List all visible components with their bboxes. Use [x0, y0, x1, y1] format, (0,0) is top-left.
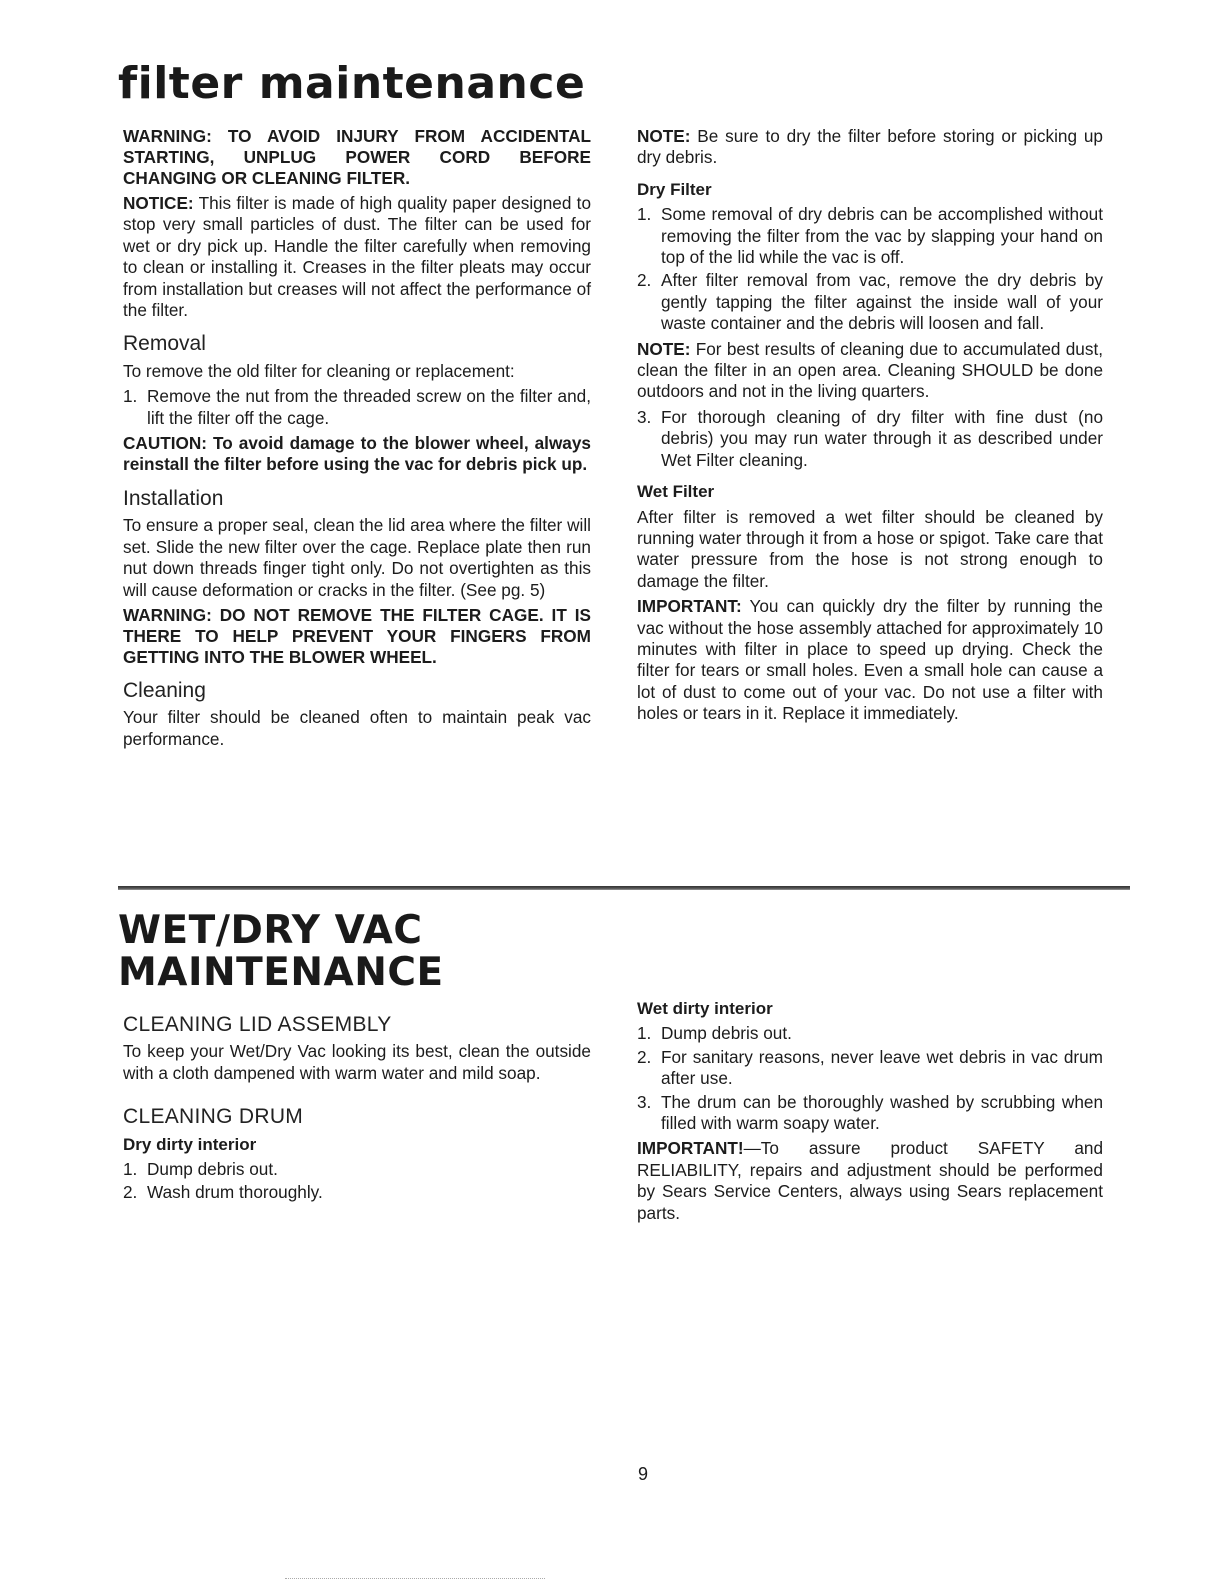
important-drying-note [637, 596, 1103, 724]
list-item [637, 270, 1103, 334]
step-text: For sanitary reasons, never leave wet debris in vac drum after use. [661, 1046, 1103, 1089]
cleaning-drum-heading: CLEANING DRUM [123, 1105, 304, 1129]
step-text: After filter removal from vac, remove the dry debris by gently tapping the filter against the inside wall of your waste container and the debris will loosen and fall. [661, 270, 1103, 334]
notice-text: This filter is made of high quality paper designed to stop very small particles of dust. The filter can be used for wet or dry pick up. Handle the filter carefully when removing to clean or installing it. Creases in the filter pleats may occur from installation but creases will not affect the performance of the filter. [123, 193, 591, 321]
list-item [637, 407, 1103, 471]
list-item [637, 1047, 1103, 1090]
title-line-2: MAINTENANCE [118, 950, 444, 995]
step-text: Remove the nut from the threaded screw on the filter and, lift the filter off the cage. [147, 386, 591, 428]
notice-paragraph [123, 193, 591, 321]
list-item [637, 204, 1103, 268]
filter-left-column [123, 126, 591, 754]
vac-left-column [123, 1000, 591, 1208]
step-text: Wash drum thoroughly. [147, 1182, 323, 1203]
step-number: 1. [123, 1159, 138, 1180]
blower-caution: CAUTION: To avoid damage to the blower wheel, always reinstall the filter before using the vac for debris pick up. [123, 433, 591, 475]
list-item [637, 1023, 1103, 1044]
wet-filter-heading: Wet Filter [637, 482, 715, 502]
step-text: Dump debris out. [661, 1023, 792, 1044]
dry-filter-steps-continued [637, 407, 1103, 471]
open-area-note [637, 339, 1103, 403]
dry-interior-steps [123, 1159, 591, 1204]
step-text: Dump debris out. [147, 1159, 278, 1180]
dry-before-storing-note [637, 126, 1103, 169]
dry-filter-steps [637, 204, 1103, 334]
step-number: 1. [637, 204, 652, 225]
step-number: 2. [637, 270, 652, 291]
filter-right-column [637, 126, 1103, 729]
scan-artifact-line [285, 1578, 545, 1580]
note-text: For best results of cleaning due to accumulated dust, clean the filter in an open area. Cleaning SHOULD be done outdoors and not in the living quarters. [637, 338, 1103, 402]
title-line-1: WET/DRY VAC [118, 908, 423, 953]
section-divider [118, 886, 1130, 890]
note-text: Be sure to dry the filter before storing or picking up dry debris. [637, 126, 1103, 168]
filter-cage-warning: WARNING: DO NOT REMOVE THE FILTER CAGE. IT IS THERE TO HELP PREVENT YOUR FINGERS FROM GETTING INTO THE BLOWER WHEEL. [123, 604, 591, 667]
removal-intro: To remove the old filter for cleaning or replacement: [123, 360, 515, 381]
step-number: 1. [637, 1023, 652, 1044]
installation-text: To ensure a proper seal, clean the lid area where the filter will set. Slide the new filter over the cage. Replace plate then run nut down threads finger tight only. Do not overtighten as this will cause deformation or cracks in the filter. (See pg. 5) [123, 515, 591, 600]
list-item [123, 1182, 591, 1203]
important-text: You can quickly dry the filter by running the vac without the hose assembly attached for approximately 10 minutes with filter in place to speed up drying. Check the filter for tears or small holes. Even a small hole can cause a lot of dust to come out of your vac. Do not use a filter with holes or tears in it. Replace it immediately. [637, 596, 1103, 724]
important-service-note [637, 1138, 1103, 1224]
removal-heading: Removal [123, 332, 206, 356]
note-label: NOTE: [637, 338, 691, 359]
cleaning-lid-text: To keep your Wet/Dry Vac looking its best, clean the outside with a cloth dampened with warm water and mild soap. [123, 1041, 591, 1083]
dry-filter-heading: Dry Filter [637, 179, 712, 199]
removal-steps [123, 386, 591, 429]
list-item [637, 1092, 1103, 1135]
filter-maintenance-title: filter maintenance [118, 58, 586, 109]
page-number: 9 [637, 1464, 648, 1484]
dry-dirty-interior-heading: Dry dirty interior [123, 1134, 257, 1154]
step-number: 2. [123, 1182, 138, 1203]
unplug-warning: WARNING: TO AVOID INJURY FROM ACCIDENTAL STARTING, UNPLUG POWER CORD BEFORE CHANGING OR CLEANING FILTER. [123, 126, 591, 188]
note-label: NOTE: [637, 126, 691, 146]
installation-heading: Installation [123, 486, 224, 510]
wet-dirty-interior-heading: Wet dirty interior [637, 999, 773, 1018]
vac-right-column [637, 998, 1103, 1228]
cleaning-heading: Cleaning [123, 678, 206, 702]
step-number: 3. [637, 406, 652, 427]
wet-interior-steps [637, 1023, 1103, 1134]
list-item [123, 386, 591, 429]
step-number: 3. [637, 1091, 652, 1112]
step-text: Some removal of dry debris can be accomplished without removing the filter from the vac by slapping your hand on top of the lid while the vac is off. [661, 204, 1103, 268]
cleaning-text: Your filter should be cleaned often to maintain peak vac performance. [123, 707, 591, 749]
step-text: The drum can be thoroughly washed by scrubbing when filled with warm soapy water. [661, 1091, 1103, 1134]
wet-filter-text: After filter is removed a wet filter should be cleaned by running water through it from a hose or spigot. Take care that water pressure from the hose is not strong enough to damage the filter. [637, 506, 1103, 591]
important-label: IMPORTANT! [637, 1138, 744, 1159]
list-item [123, 1159, 591, 1180]
step-number: 1. [123, 386, 138, 407]
step-number: 2. [637, 1046, 652, 1067]
cleaning-lid-heading: CLEANING LID ASSEMBLY [123, 1013, 392, 1036]
notice-label: NOTICE: [123, 193, 194, 213]
important-label: IMPORTANT: [637, 596, 742, 617]
wet-dry-vac-maintenance-title [118, 910, 598, 994]
important-text: —To assure product SAFETY and RELIABILITY, repairs and adjustment should be performed by Sears Service Centers, always using Sears replacement parts. [637, 1138, 1103, 1223]
step-text: For thorough cleaning of dry filter with fine dust (no debris) you may run water through it as described under Wet Filter cleaning. [661, 406, 1103, 470]
